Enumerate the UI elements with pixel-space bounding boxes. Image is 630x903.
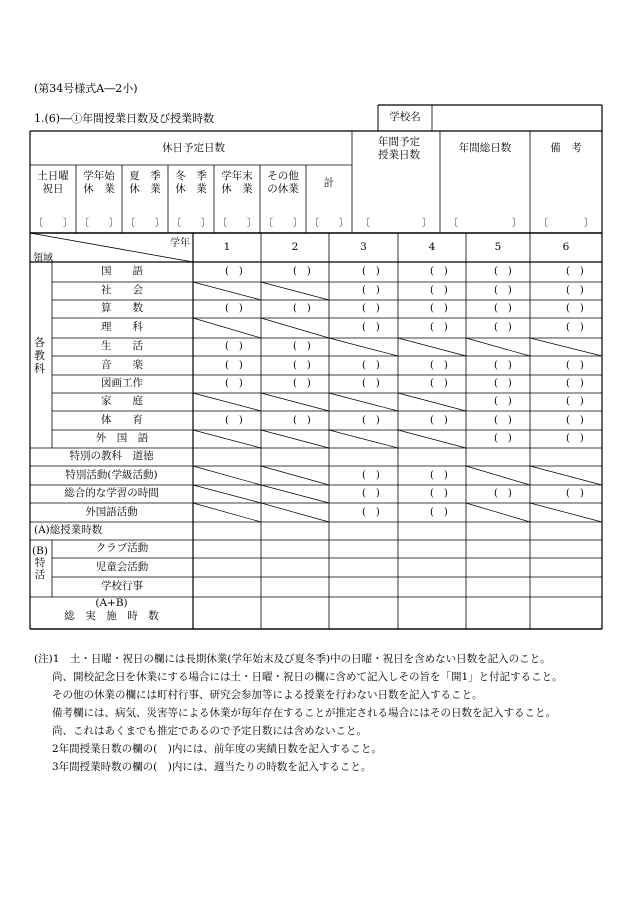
holiday-days-header: 休日予定日数 [162, 142, 225, 154]
paren-cell[interactable]: ( ) [225, 414, 243, 426]
crossed-cell-diagonal [193, 485, 261, 503]
holiday-col-line2: 休 業 [129, 183, 161, 195]
note-line: 尚、開校記念日を休業にする場合には土・日曜・祝日の欄に含めて記入しその旨を「開1」と付記すること。 [52, 671, 563, 683]
holiday-day-field-close[interactable]: 〕 [201, 218, 211, 229]
annual-total-days-field-open[interactable]: 〔 [448, 218, 458, 229]
holiday-col-line1: その他 [267, 170, 299, 182]
paren-cell[interactable]: ( ) [293, 341, 311, 352]
remarks-header: 備 考 [550, 142, 582, 154]
crossed-cell-diagonal [398, 393, 466, 411]
subject-label: 国 語 [101, 265, 143, 277]
holiday-col-line1: 計 [323, 177, 335, 189]
crossed-cell-diagonal [193, 318, 261, 338]
crossed-cell-diagonal [193, 466, 261, 485]
subject-label: 図画工作 [101, 377, 143, 389]
holiday-col-line2: 祝日 [42, 183, 64, 195]
form-code: (第34号様式A―2小) [34, 82, 138, 95]
paren-cell[interactable]: ( ) [362, 285, 380, 296]
paren-cell[interactable]: ( ) [430, 266, 448, 277]
subject-label: 音 楽 [101, 358, 143, 371]
paren-cell[interactable]: ( ) [362, 414, 380, 426]
holiday-col-header [76, 170, 122, 196]
holiday-day-field-open[interactable]: 〔 [125, 218, 135, 229]
annual-school-days-line1: 年間予定 [378, 136, 420, 148]
holiday-col-line1: 冬 季 [175, 170, 207, 182]
crossed-cell-diagonal [329, 430, 398, 448]
remarks-field-close[interactable]: 〕 [584, 218, 594, 229]
holiday-col-line1: 夏 季 [129, 170, 161, 182]
holiday-col-line2: の休業 [267, 183, 299, 195]
holiday-day-field-close[interactable]: 〕 [247, 218, 257, 229]
paren-cell[interactable]: ( ) [494, 285, 512, 296]
paren-cell[interactable]: ( ) [362, 322, 380, 333]
paren-cell[interactable]: ( ) [494, 488, 512, 499]
crossed-cell-diagonal [261, 430, 329, 448]
special-group-label-b: 特 [34, 557, 46, 569]
crossed-cell-diagonal [193, 282, 261, 300]
special-group-label-c: 活 [34, 569, 46, 581]
annual-total-days-header: 年間総日数 [458, 142, 512, 154]
special-row-label: 児童会活動 [95, 560, 149, 573]
crossed-cell-diagonal [193, 430, 261, 448]
area-label: 領域 [33, 253, 53, 264]
holiday-col-header [168, 170, 214, 196]
crossed-cell-diagonal [398, 430, 466, 448]
crossed-cell-diagonal [530, 466, 602, 485]
note-line: 備考欄には、病気、災害等による休業が毎年存在することが推定される場合にはその日数を記入すること。 [52, 707, 556, 719]
paren-cell[interactable]: ( ) [362, 378, 380, 389]
paren-cell[interactable]: ( ) [430, 378, 448, 389]
holiday-col-header [214, 170, 260, 196]
paren-cell[interactable]: ( ) [293, 266, 311, 277]
subject-label: 社 会 [101, 284, 143, 296]
crossed-cell-diagonal [261, 393, 329, 411]
paren-cell[interactable]: ( ) [566, 414, 584, 426]
paren-cell[interactable]: ( ) [494, 414, 512, 426]
note-line: 2年間授業日数の欄の( )内には、前年度の実績日数を記入すること。 [52, 743, 382, 755]
paren-cell[interactable]: ( ) [430, 359, 448, 371]
paren-cell[interactable]: ( ) [494, 359, 512, 371]
holiday-day-field-open[interactable]: 〔 [79, 218, 89, 229]
holiday-col-line2: 休 業 [221, 183, 253, 195]
subjects-group-label: 各教科 [34, 336, 45, 375]
crossed-cell-diagonal [398, 338, 466, 356]
paren-cell[interactable]: ( ) [494, 303, 512, 314]
holiday-col-line2: 休 業 [83, 183, 115, 195]
other-row-label: 外国語活動 [85, 505, 138, 518]
crossed-cell-diagonal [261, 318, 329, 338]
grade-header: 6 [562, 241, 570, 253]
paren-cell[interactable]: ( ) [225, 341, 243, 352]
holiday-col-line1: 学年末 [221, 170, 253, 182]
paren-cell[interactable]: ( ) [566, 285, 584, 296]
subject-label: 家 庭 [101, 395, 143, 407]
total-hours-label [30, 597, 193, 623]
remarks-field-open[interactable]: 〔 [538, 218, 548, 229]
holiday-col-header [30, 170, 76, 196]
paren-cell[interactable]: ( ) [362, 488, 380, 499]
special-row-label: 学校行事 [101, 580, 143, 592]
paren-cell[interactable]: ( ) [566, 488, 584, 499]
holiday-day-field-close[interactable]: 〕 [339, 218, 349, 229]
subject-label: 体 育 [101, 413, 143, 426]
paren-cell[interactable]: ( ) [430, 469, 448, 481]
grade-header: 5 [494, 241, 502, 253]
paren-cell[interactable]: ( ) [566, 378, 584, 389]
holiday-day-field-close[interactable]: 〕 [293, 218, 303, 229]
school-name-label: 学校名 [389, 111, 421, 123]
other-row-label: 特別の教科 道徳 [69, 450, 154, 462]
holiday-col-line1: 土日曜 [37, 170, 69, 182]
paren-cell[interactable]: ( ) [566, 266, 584, 277]
total-hours-label-line1: (A+B) [95, 597, 128, 609]
paren-cell[interactable]: ( ) [293, 378, 311, 389]
paren-cell[interactable]: ( ) [362, 469, 380, 481]
annual-total-days-field-close[interactable]: 〕 [512, 218, 522, 229]
crossed-cell-diagonal [193, 503, 261, 522]
subject-label: 生 活 [101, 340, 143, 352]
annual-school-days-field-close[interactable]: 〕 [422, 218, 432, 229]
paren-cell[interactable]: ( ) [362, 506, 380, 518]
annual-school-days-field-open[interactable]: 〔 [360, 218, 370, 229]
holiday-day-field-open[interactable]: 〔 [171, 218, 181, 229]
holiday-day-field-open[interactable]: 〔 [217, 218, 227, 229]
paren-cell[interactable]: ( ) [494, 378, 512, 389]
grade-header: 3 [360, 241, 367, 253]
header-diagonal [30, 233, 193, 262]
paren-cell[interactable]: ( ) [566, 303, 584, 314]
other-row-label: 特別活動(学級活動) [65, 468, 158, 481]
paren-cell[interactable]: ( ) [225, 303, 243, 314]
holiday-day-field-open[interactable]: 〔 [309, 218, 319, 229]
section-title: 1.(6)―①年間授業日数及び授業時数 [34, 112, 215, 125]
crossed-cell-diagonal [261, 503, 329, 522]
holiday-day-field-close[interactable]: 〕 [109, 218, 119, 229]
grade-label: 学年 [170, 238, 190, 249]
holiday-col-header [306, 177, 352, 190]
paren-cell[interactable]: ( ) [430, 322, 448, 333]
subject-label: 算 数 [101, 302, 143, 314]
crossed-cell-diagonal [261, 466, 329, 485]
subject-label: 外 国 語 [95, 432, 149, 444]
crossed-cell-diagonal [261, 282, 329, 300]
crossed-cell-diagonal [530, 338, 602, 356]
paren-cell[interactable]: ( ) [362, 303, 380, 314]
paren-cell[interactable]: ( ) [225, 378, 243, 389]
paren-cell[interactable]: ( ) [430, 285, 448, 296]
grade-header: 2 [291, 241, 299, 253]
paren-cell[interactable]: ( ) [494, 322, 512, 333]
special-group-label [30, 545, 50, 581]
holiday-day-field-open[interactable]: 〔 [263, 218, 273, 229]
holiday-col-line1: 学年始 [83, 170, 115, 182]
paren-cell[interactable]: ( ) [430, 506, 448, 518]
other-row-label: 総合的な学習の時間 [64, 487, 159, 499]
crossed-cell-diagonal [261, 485, 329, 503]
annual-school-days-header [358, 136, 440, 162]
paren-cell[interactable]: ( ) [430, 488, 448, 499]
crossed-cell-diagonal [466, 338, 530, 356]
crossed-cell-diagonal [329, 393, 398, 411]
grade-header: 1 [223, 241, 231, 253]
paren-cell[interactable]: ( ) [293, 303, 311, 314]
crossed-cell-diagonal [329, 338, 398, 356]
crossed-cell-diagonal [466, 466, 530, 485]
total-hours-label-line2: 総 実 施 時 数 [64, 610, 159, 622]
holiday-col-header [260, 170, 306, 196]
note-line: その他の休業の欄には町村行事、研究会参加等による授業を行わない日数を記入すること。 [52, 689, 483, 701]
paren-cell[interactable]: ( ) [293, 414, 311, 426]
annual-school-days-line2: 授業日数 [378, 149, 420, 161]
note-line: 尚、これはあくまでも推定であるので予定日数には含めないこと。 [52, 725, 367, 737]
special-row-label: クラブ活動 [95, 542, 149, 554]
paren-cell[interactable]: ( ) [225, 359, 243, 371]
paren-cell[interactable]: ( ) [430, 303, 448, 314]
holiday-col-line2: 休 業 [175, 183, 207, 195]
other-row-label: (A)総授業時数 [34, 524, 103, 536]
note-line: (注)1 土・日曜・祝日の欄には長期休業(学年始末及び夏冬季)中の日曜・祝日を含めない日数を記入のこと。 [34, 653, 551, 665]
paren-cell[interactable]: ( ) [566, 396, 584, 407]
crossed-cell-diagonal [193, 393, 261, 411]
paren-cell[interactable]: ( ) [494, 396, 512, 407]
holiday-col-header [122, 170, 168, 196]
note-line: 3年間授業時数の欄の( )内には、週当たりの時数を記入すること。 [52, 761, 372, 773]
paren-cell[interactable]: ( ) [293, 359, 311, 371]
grade-header: 4 [428, 241, 436, 253]
subject-label: 理 科 [101, 321, 143, 333]
holiday-day-field-open[interactable]: 〔 [33, 218, 43, 229]
special-group-label-a: (B) [32, 545, 48, 557]
holiday-day-field-close[interactable]: 〕 [155, 218, 165, 229]
paren-cell[interactable]: ( ) [566, 433, 584, 444]
paren-cell[interactable]: ( ) [362, 359, 380, 371]
crossed-cell-diagonal [466, 503, 530, 522]
paren-cell[interactable]: ( ) [362, 266, 380, 277]
holiday-day-field-close[interactable]: 〕 [63, 218, 73, 229]
paren-cell[interactable]: ( ) [566, 359, 584, 371]
crossed-cell-diagonal [530, 503, 602, 522]
paren-cell[interactable]: ( ) [225, 266, 243, 277]
paren-cell[interactable]: ( ) [494, 266, 512, 277]
paren-cell[interactable]: ( ) [430, 414, 448, 426]
paren-cell[interactable]: ( ) [566, 322, 584, 333]
paren-cell[interactable]: ( ) [494, 433, 512, 444]
